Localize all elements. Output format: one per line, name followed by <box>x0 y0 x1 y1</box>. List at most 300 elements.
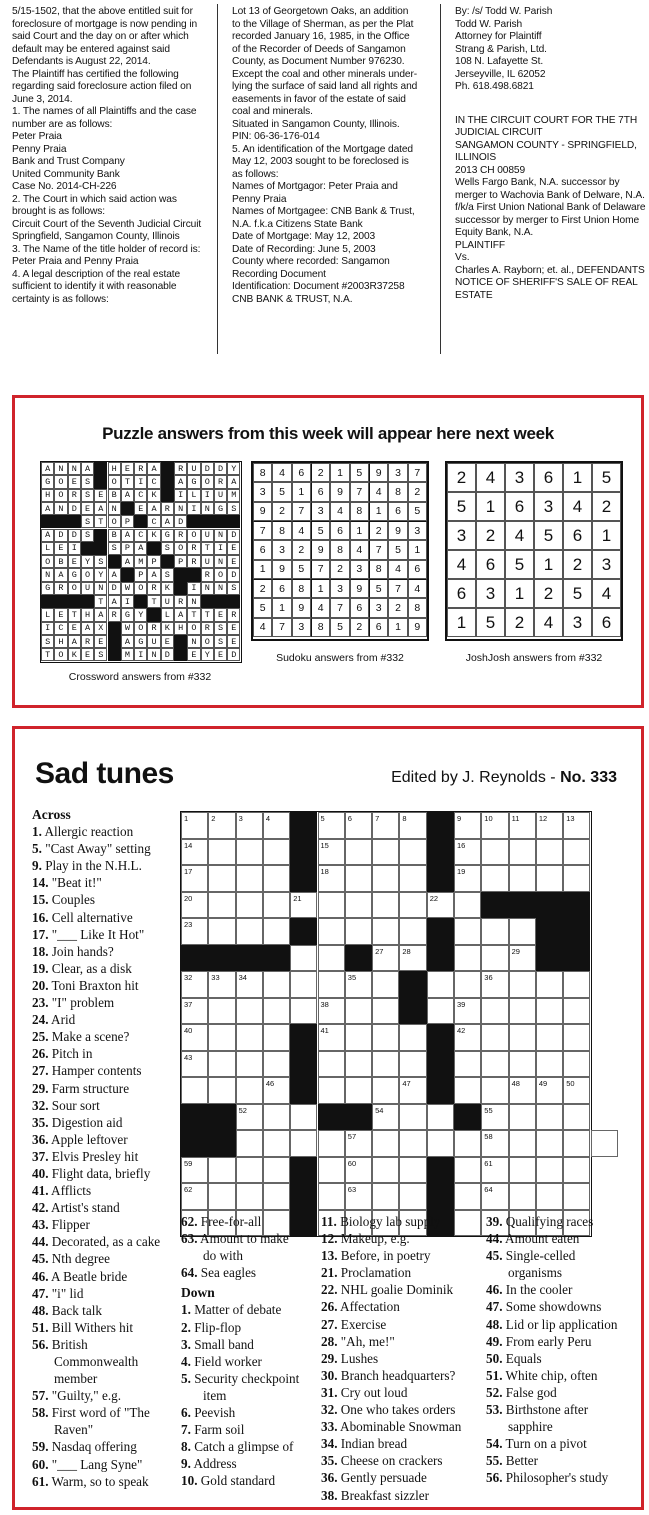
legal-line: brought is as follows: <box>12 206 105 217</box>
legal-line: Penny Praia <box>232 193 287 205</box>
grid-cell[interactable] <box>236 1077 263 1104</box>
grid-cell[interactable] <box>372 998 399 1025</box>
grid-cell[interactable] <box>372 812 399 839</box>
grid-cell[interactable] <box>399 812 426 839</box>
clue-number: 1. <box>32 824 42 840</box>
grid-cell[interactable] <box>399 918 426 945</box>
answer-cell: R <box>134 462 147 475</box>
answer-digit: 6 <box>408 560 427 579</box>
grid-cell[interactable] <box>372 945 399 972</box>
grid-cell[interactable] <box>290 892 317 919</box>
grid-cell[interactable] <box>290 998 317 1025</box>
grid-cell[interactable] <box>208 1051 235 1078</box>
answer-digit: 1 <box>534 550 563 579</box>
grid-cell[interactable] <box>372 1077 399 1104</box>
grid-cell[interactable] <box>509 1051 536 1078</box>
clue <box>32 909 160 926</box>
answer-cell: T <box>201 542 214 555</box>
grid-cell[interactable] <box>181 1051 208 1078</box>
grid-cell[interactable] <box>454 839 481 866</box>
black-square <box>236 945 263 972</box>
grid-cell[interactable] <box>236 998 263 1025</box>
grid-cell[interactable] <box>372 1157 399 1184</box>
grid-cell[interactable] <box>509 918 536 945</box>
black-square <box>227 595 240 608</box>
grid-cell[interactable] <box>181 812 208 839</box>
answer-cell: E <box>161 635 174 648</box>
clue-text: Breakfast sizzler <box>337 1487 430 1503</box>
clue <box>32 977 160 994</box>
cell-number: 2 <box>211 814 216 823</box>
grid-cell[interactable] <box>454 971 481 998</box>
grid-cell[interactable] <box>509 998 536 1025</box>
grid-cell[interactable] <box>563 1051 590 1078</box>
legal-line: 5. An identification of the Mortgage dated <box>232 143 414 155</box>
legal-line: Case No. 2014-CH-226 <box>12 181 117 192</box>
clue-text: Cry out loud <box>337 1384 408 1400</box>
grid-cell[interactable] <box>181 971 208 998</box>
answer-cell: G <box>187 475 200 488</box>
grid-cell[interactable] <box>208 1157 235 1184</box>
crossword-caption: Crossword answers from #332 <box>68 671 212 683</box>
grid-cell[interactable] <box>236 918 263 945</box>
grid-cell[interactable] <box>263 1024 290 1051</box>
grid-cell[interactable] <box>427 1130 454 1157</box>
clue-number: 52. <box>486 1384 503 1400</box>
grid-cell[interactable] <box>318 1183 345 1210</box>
clue-number: 10. <box>181 1473 198 1489</box>
clue-text: Exercise <box>337 1316 387 1332</box>
answer-cell: A <box>121 635 134 648</box>
grid-cell[interactable] <box>181 1157 208 1184</box>
grid-cell[interactable] <box>345 892 372 919</box>
grid-cell[interactable] <box>208 971 235 998</box>
grid-cell[interactable] <box>208 1183 235 1210</box>
cell-number: 35 <box>347 973 357 982</box>
grid-cell[interactable] <box>372 839 399 866</box>
grid-cell[interactable] <box>481 1183 508 1210</box>
grid-cell[interactable] <box>399 945 426 972</box>
grid-cell[interactable] <box>181 1024 208 1051</box>
grid-cell[interactable] <box>454 865 481 892</box>
grid-cell[interactable] <box>345 1051 372 1078</box>
grid-cell[interactable] <box>399 1104 426 1131</box>
grid-cell[interactable] <box>372 918 399 945</box>
answer-cell: K <box>147 489 160 502</box>
grid-cell[interactable] <box>372 1024 399 1051</box>
answer-cell: S <box>81 489 94 502</box>
legal-line: Springfield, Sangamon County, Illinois <box>12 231 180 242</box>
grid-cell[interactable] <box>399 865 426 892</box>
grid-cell[interactable] <box>236 892 263 919</box>
grid-cell[interactable] <box>481 1104 508 1131</box>
grid-cell[interactable] <box>509 1077 536 1104</box>
answer-digit: 2 <box>253 579 272 598</box>
grid-cell[interactable] <box>509 971 536 998</box>
grid-cell[interactable] <box>345 1130 372 1157</box>
answer-cell: C <box>134 529 147 542</box>
across-clues <box>32 806 160 1490</box>
grid-cell[interactable] <box>536 1024 563 1051</box>
legal-line: to the Village of Sherman, as per the Plat <box>232 18 414 30</box>
clue-number: 45. <box>486 1248 503 1264</box>
grid-cell[interactable] <box>318 1157 345 1184</box>
grid-cell[interactable] <box>563 1183 590 1210</box>
answer-digit: 8 <box>292 579 311 598</box>
legal-line: Penny Praia <box>12 143 67 155</box>
grid-cell[interactable] <box>181 1183 208 1210</box>
grid-cell[interactable] <box>263 1157 290 1184</box>
grid-cell[interactable] <box>481 1130 508 1157</box>
grid-cell[interactable] <box>536 1130 563 1157</box>
grid-cell[interactable] <box>563 1157 590 1184</box>
answer-digit: 9 <box>311 540 330 559</box>
clue <box>321 1384 461 1401</box>
grid-cell[interactable] <box>399 1183 426 1210</box>
answer-cell: S <box>94 555 107 568</box>
cell-number: 34 <box>238 973 247 982</box>
grid-cell[interactable] <box>509 1104 536 1131</box>
answer-cell: S <box>214 622 227 635</box>
grid-cell[interactable] <box>290 1104 317 1131</box>
grid-cell[interactable] <box>372 1183 399 1210</box>
grid-cell[interactable] <box>208 865 235 892</box>
grid-cell[interactable] <box>263 892 290 919</box>
grid-cell[interactable] <box>318 1051 345 1078</box>
grid-cell[interactable] <box>509 1157 536 1184</box>
grid-cell[interactable] <box>372 971 399 998</box>
grid-cell[interactable] <box>509 1183 536 1210</box>
grid-cell[interactable] <box>563 1077 590 1104</box>
cell-number: 8 <box>402 814 407 823</box>
grid-cell[interactable] <box>481 971 508 998</box>
grid-cell[interactable] <box>208 998 235 1025</box>
grid-cell[interactable] <box>208 892 235 919</box>
grid-cell[interactable] <box>181 892 208 919</box>
grid-cell[interactable] <box>318 1077 345 1104</box>
grid-cell[interactable] <box>454 945 481 972</box>
grid-cell[interactable] <box>427 1104 454 1131</box>
grid-cell[interactable] <box>263 1051 290 1078</box>
grid-cell[interactable] <box>345 865 372 892</box>
puzzle-number: No. 333 <box>560 769 617 786</box>
puzzle-editor <box>391 769 617 787</box>
grid-cell[interactable] <box>263 1077 290 1104</box>
grid-cell[interactable] <box>318 945 345 972</box>
grid-cell[interactable] <box>509 945 536 972</box>
grid-cell[interactable] <box>372 865 399 892</box>
answer-digit: 2 <box>388 598 407 617</box>
clue <box>321 1418 461 1435</box>
grid-cell[interactable] <box>481 812 508 839</box>
answer-cell: Y <box>227 462 240 475</box>
grid-cell[interactable] <box>454 1157 481 1184</box>
clue-number: 51. <box>486 1367 503 1383</box>
answer-cell: A <box>174 608 187 621</box>
answer-digit: 1 <box>369 502 388 521</box>
grid-cell[interactable] <box>236 812 263 839</box>
clue-number: 62. <box>181 1214 198 1229</box>
grid-cell[interactable] <box>454 1077 481 1104</box>
clue-text: Security checkpoint <box>190 1370 300 1386</box>
answer-cell: H <box>81 608 94 621</box>
grid-cell[interactable] <box>208 1024 235 1051</box>
grid-cell[interactable] <box>345 839 372 866</box>
grid-cell[interactable] <box>263 918 290 945</box>
black-square <box>161 489 174 502</box>
grid-cell[interactable] <box>318 971 345 998</box>
grid-cell[interactable] <box>427 998 454 1025</box>
answer-cell: N <box>201 582 214 595</box>
black-square <box>290 1183 317 1210</box>
answer-cell: C <box>147 475 160 488</box>
grid-cell[interactable] <box>263 865 290 892</box>
clue <box>32 1028 160 1045</box>
legal-line: Date of Recording: June 5, 2003 <box>232 243 376 255</box>
answer-cell: S <box>41 635 54 648</box>
answer-cell: G <box>161 529 174 542</box>
grid-cell[interactable] <box>563 1024 590 1051</box>
grid-cell[interactable] <box>399 1077 426 1104</box>
answer-digit: 4 <box>311 598 330 617</box>
grid-cell[interactable] <box>509 812 536 839</box>
grid-cell[interactable] <box>481 945 508 972</box>
clue-text: Allergic reaction <box>41 824 134 840</box>
clue-text: Artist's stand <box>48 1200 120 1216</box>
clue-text: Better <box>502 1453 539 1469</box>
clue <box>32 1097 160 1114</box>
grid-cell[interactable] <box>290 971 317 998</box>
clue-text: Warm, so to speak <box>48 1473 149 1489</box>
grid-cell[interactable] <box>536 998 563 1025</box>
clue-text: Play in the N.H.L. <box>41 858 142 874</box>
clue <box>181 1438 299 1455</box>
grid-cell[interactable] <box>263 1183 290 1210</box>
grid-cell[interactable] <box>236 1104 263 1131</box>
grid-cell[interactable] <box>454 812 481 839</box>
clue-number: 3. <box>181 1336 191 1352</box>
grid-cell[interactable] <box>536 1077 563 1104</box>
grid-cell[interactable] <box>481 1157 508 1184</box>
grid-cell[interactable] <box>399 1051 426 1078</box>
answer-digit: 6 <box>563 521 592 550</box>
grid-cell[interactable] <box>481 1077 508 1104</box>
grid-cell[interactable] <box>481 1024 508 1051</box>
grid-cell[interactable] <box>263 812 290 839</box>
grid-cell[interactable] <box>263 1130 290 1157</box>
clue-number: 38. <box>321 1487 338 1503</box>
grid-cell[interactable] <box>481 839 508 866</box>
grid-cell[interactable] <box>236 1157 263 1184</box>
grid-cell[interactable] <box>454 998 481 1025</box>
answer-cell: S <box>81 515 94 528</box>
grid-cell[interactable] <box>345 971 372 998</box>
grid-cell[interactable] <box>399 839 426 866</box>
grid-cell[interactable] <box>236 971 263 998</box>
grid-cell[interactable] <box>345 1157 372 1184</box>
answer-cell: O <box>81 568 94 581</box>
grid-cell[interactable] <box>181 918 208 945</box>
grid-cell[interactable] <box>536 812 563 839</box>
clue-number: 44. <box>32 1234 49 1250</box>
grid-cell[interactable] <box>454 1024 481 1051</box>
grid-cell[interactable] <box>345 812 372 839</box>
grid-cell[interactable] <box>372 892 399 919</box>
grid-cell[interactable] <box>591 1130 618 1157</box>
clue <box>486 1264 617 1281</box>
grid-cell[interactable] <box>236 1183 263 1210</box>
answer-cell: R <box>108 608 121 621</box>
legal-line: Peter Praia and Penny Praia <box>12 256 139 267</box>
grid-cell[interactable] <box>181 998 208 1025</box>
grid-cell[interactable] <box>454 918 481 945</box>
answer-cell: D <box>227 648 240 661</box>
grid-cell[interactable] <box>318 918 345 945</box>
grid-cell[interactable] <box>236 839 263 866</box>
grid-cell[interactable] <box>563 812 590 839</box>
grid-cell[interactable] <box>236 865 263 892</box>
grid-cell[interactable] <box>318 812 345 839</box>
grid-cell[interactable] <box>318 998 345 1025</box>
grid-cell[interactable] <box>536 1104 563 1131</box>
grid-cell[interactable] <box>427 892 454 919</box>
grid-cell[interactable] <box>263 839 290 866</box>
answer-cell: O <box>54 489 67 502</box>
grid-cell[interactable] <box>481 865 508 892</box>
grid-cell[interactable] <box>454 1183 481 1210</box>
clue <box>181 1247 299 1264</box>
grid-cell[interactable] <box>509 865 536 892</box>
grid-cell[interactable] <box>563 1130 590 1157</box>
black-square <box>214 515 227 528</box>
grid-cell[interactable] <box>427 971 454 998</box>
grid-cell[interactable] <box>454 892 481 919</box>
grid-cell[interactable] <box>208 839 235 866</box>
grid-cell[interactable] <box>454 1051 481 1078</box>
cell-number: 43 <box>184 1052 193 1062</box>
answer-digit: 5 <box>253 598 272 617</box>
grid-cell[interactable] <box>399 892 426 919</box>
clue-text: Digestion aid <box>48 1114 123 1130</box>
grid-cell[interactable] <box>399 1157 426 1184</box>
grid-cell[interactable] <box>345 1024 372 1051</box>
grid-cell[interactable] <box>536 865 563 892</box>
grid-cell[interactable] <box>481 918 508 945</box>
answer-cell: M <box>134 555 147 568</box>
answer-digit: 8 <box>253 463 272 482</box>
grid-cell[interactable] <box>236 1024 263 1051</box>
grid-cell[interactable] <box>536 1183 563 1210</box>
grid-cell[interactable] <box>563 998 590 1025</box>
grid-cell[interactable] <box>236 1130 263 1157</box>
grid-cell[interactable] <box>318 839 345 866</box>
legal-line: certainty is as follows: <box>12 293 109 305</box>
grid-cell[interactable] <box>208 812 235 839</box>
grid-cell[interactable] <box>181 839 208 866</box>
grid-cell[interactable] <box>481 1051 508 1078</box>
answer-digit: 5 <box>350 463 369 482</box>
grid-cell[interactable] <box>563 971 590 998</box>
grid-cell[interactable] <box>509 1130 536 1157</box>
grid-cell[interactable] <box>208 918 235 945</box>
grid-cell[interactable] <box>536 839 563 866</box>
legal-line: ESTATE <box>455 289 493 301</box>
grid-cell[interactable] <box>345 918 372 945</box>
answer-cell: R <box>147 622 160 635</box>
answer-cell: S <box>161 542 174 555</box>
grid-cell[interactable] <box>263 998 290 1025</box>
grid-cell[interactable] <box>345 1183 372 1210</box>
grid-cell[interactable] <box>509 839 536 866</box>
clue-text: Makeup, e.g. <box>337 1231 410 1247</box>
black-square <box>563 918 590 945</box>
grid-cell[interactable] <box>181 865 208 892</box>
black-square <box>345 1104 372 1131</box>
legal-line: CNB BANK & TRUST, N.A. <box>232 293 353 305</box>
cell-number: 64 <box>484 1185 493 1194</box>
grid-cell[interactable] <box>263 1104 290 1131</box>
answer-cell: A <box>68 635 81 648</box>
answer-cell: O <box>68 582 81 595</box>
grid-cell[interactable] <box>181 1077 208 1104</box>
grid-cell[interactable] <box>536 1157 563 1184</box>
grid-cell[interactable] <box>372 1051 399 1078</box>
black-square <box>121 502 134 515</box>
grid-cell[interactable] <box>318 1130 345 1157</box>
grid-cell[interactable] <box>318 892 345 919</box>
answer-cell: X <box>94 622 107 635</box>
answer-cell: B <box>108 529 121 542</box>
cell-number: 38 <box>320 999 329 1009</box>
clue-number: 44. <box>486 1231 503 1247</box>
grid-cell[interactable] <box>536 971 563 998</box>
answer-digit: 3 <box>330 579 349 598</box>
crossword-grid[interactable] <box>181 812 594 1236</box>
legal-line: Strang & Parish, Ltd. <box>455 43 547 55</box>
black-square <box>227 515 240 528</box>
black-square <box>427 1157 454 1184</box>
grid-cell[interactable] <box>399 1130 426 1157</box>
clue <box>181 1264 299 1281</box>
grid-cell[interactable] <box>290 1130 317 1157</box>
grid-cell[interactable] <box>263 971 290 998</box>
grid-cell[interactable] <box>290 945 317 972</box>
grid-cell[interactable] <box>563 865 590 892</box>
grid-cell[interactable] <box>372 1130 399 1157</box>
clue <box>32 994 160 1011</box>
grid-cell[interactable] <box>509 1024 536 1051</box>
clue-text: "Guilty," e.g. <box>48 1388 122 1404</box>
grid-cell[interactable] <box>563 839 590 866</box>
grid-cell[interactable] <box>345 1077 372 1104</box>
grid-cell[interactable] <box>208 1077 235 1104</box>
answer-cell: P <box>174 555 187 568</box>
grid-cell[interactable] <box>236 1051 263 1078</box>
grid-cell[interactable] <box>372 1104 399 1131</box>
answer-cell: T <box>94 595 107 608</box>
grid-cell[interactable] <box>345 998 372 1025</box>
grid-cell[interactable] <box>454 1130 481 1157</box>
black-square <box>345 945 372 972</box>
grid-cell[interactable] <box>318 1024 345 1051</box>
answer-cell: N <box>94 582 107 595</box>
grid-cell[interactable] <box>536 1051 563 1078</box>
grid-cell[interactable] <box>563 1104 590 1131</box>
grid-cell[interactable] <box>481 998 508 1025</box>
grid-cell[interactable] <box>318 865 345 892</box>
grid-cell[interactable] <box>399 1024 426 1051</box>
answer-digit: 5 <box>592 463 621 492</box>
